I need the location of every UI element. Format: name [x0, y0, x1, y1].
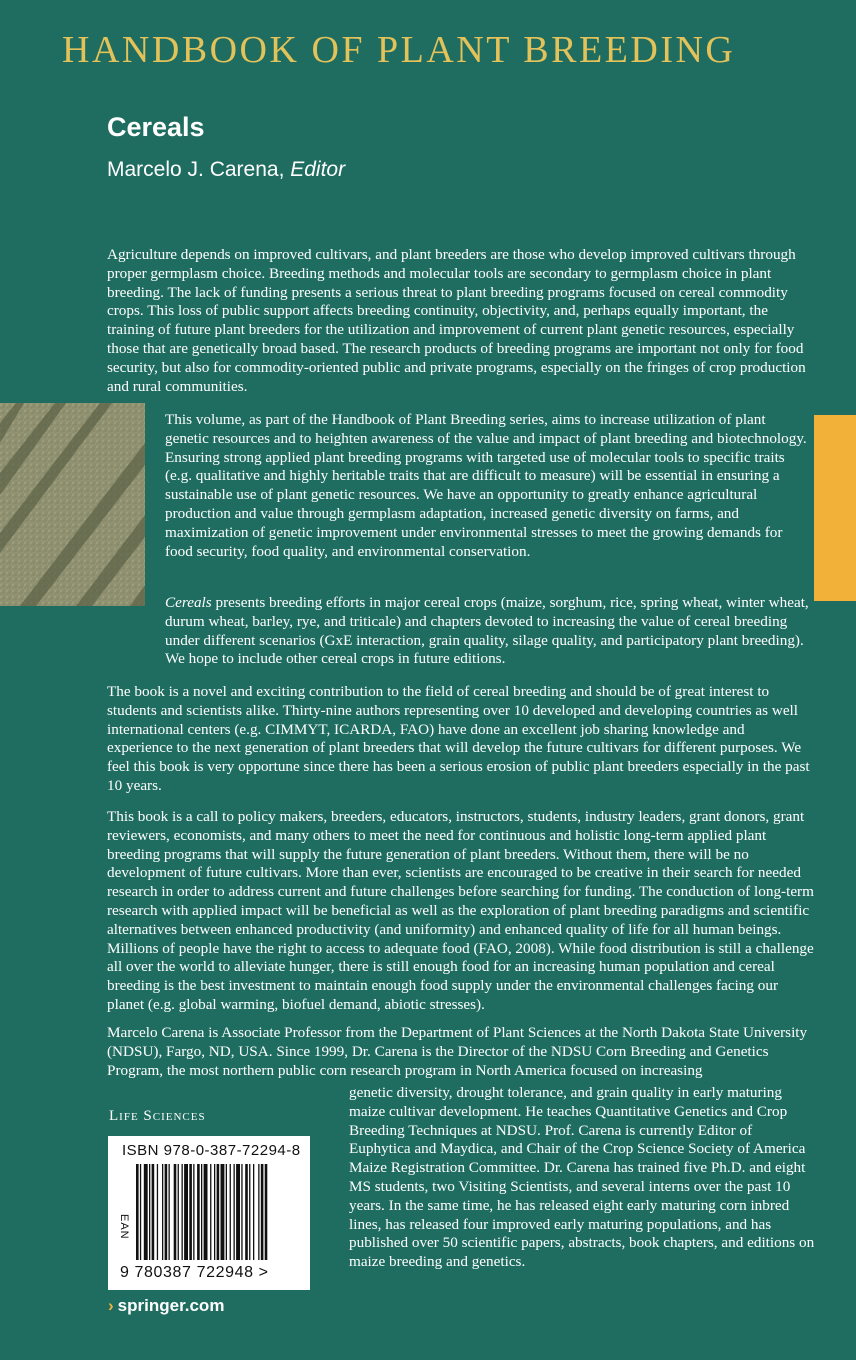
- cereals-italic: Cereals: [165, 594, 212, 611]
- contribution-paragraph: The book is a novel and exciting contribution to the field of cereal breeding and should be of great interest to students and scientists alike. Thirty-nine authors representing over 10 developed and developing countries as well international centers (e.g. CIMMYT, ICARDA, FAO) have done an excellent job sharing knowledge and experience to the next generation of plant breeders that will develop the future cultivars for different purposes. We feel this book is very opportune since there has been a serious erosion of public plant breeders especially in the past 10 years.: [107, 683, 810, 794]
- barcode-box: [108, 1136, 310, 1290]
- cereals-rest: presents breeding efforts in major cereal crops (maize, sorghum, rice, spring wheat, winter wheat, durum wheat, barley, rye, and triticale) and chapters devoted to increasing the value of cereal breeding under different scenarios (GxE interaction, grain quality, silage quality, and participatory plant breeding). We hope to include other cereal crops in future editions.: [165, 594, 809, 668]
- editor-line: [107, 158, 345, 182]
- series-title: HANDBOOK OF PLANT BREEDING: [62, 29, 736, 71]
- author-bio-end: genetic diversity, drought tolerance, and grain quality in early maturing maize cultivar development. He teaches Quantitative Genetics and Crop Breeding Techniques at NDSU. Prof. Carena is currently Editor of Euphytica and Maydica, and Chair of the Crop Science Society of America Maize Registration Committee. Dr. Carena has trained five Ph.D. and eight MS students, two Visiting Scientists, and several interns over the past 10 years. In the same time, he has released eight early maturing corn inbred lines, has released four improved early maturing populations, and has published over 50 scientific papers, abstracts, book chapters, and editions on maize breeding and genetics.: [349, 1084, 815, 1271]
- accent-tab: [814, 415, 856, 601]
- isbn-number: ISBN 978-0-387-72294-8: [122, 1142, 301, 1159]
- editor-name: Marcelo J. Carena,: [107, 158, 285, 181]
- chevron-right-icon: ›: [108, 1296, 114, 1315]
- cereals-paragraph: [165, 594, 813, 669]
- editor-role: Editor: [290, 158, 346, 181]
- call-paragraph: This book is a call to policy makers, breeders, educators, instructors, students, industry leaders, grant donors, grant reviewers, economists, and many others to meet the need for continuous and holistic long-term applied plant breeding programs that will supply the future generation of plant breeders. Without them, there will be no development of future cultivars. More than ever, scientists are encouraged to be creative in their search for needed research in order to address current and future challenges before searching for funding. The conduction of long-term research with applied impact will be beneficial as well as the exploration of plant breeding paradigms and scientific alternatives between enhanced productivity (and uniformity) and enhanced quality of life for all human beings. Millions of people have the right to access to adequate food (FAO, 2008). While food distribution is still a challenge all over the world to alleviate hunger, there is still enough food for an increasing human population and cereal breeding is the best investment to maintain enough food supply under the environmental challenges facing our planet (e.g. global warming, biofuel demand, abiotic stresses).: [107, 808, 814, 1013]
- intro-paragraph: Agriculture depends on improved cultivars, and plant breeders are those who develop improved cultivars through proper germplasm choice. Breeding methods and molecular tools are secondary to germplasm choice in plant breeding. The lack of funding presents a serious threat to plant breeding programs focused on cereal commodity crops. This loss of public support affects breeding continuity, objectivity, and, perhaps equally important, the training of future plant breeders for the utilization and improvement of current plant genetic resources, especially those that are genetically broad based. The research products of breeding programs are important not only for food security, but also for commodity-oriented public and private programs, especially on the fringes of crop production and rural communities.: [107, 246, 806, 395]
- barcode-digits: 9 780387 722948 >: [120, 1264, 269, 1281]
- volume-paragraph: This volume, as part of the Handbook of Plant Breeding series, aims to increase utilization of plant genetic resources and to heighten awareness of the value and impact of plant breeding and biotechnology. Ensuring strong applied plant breeding programs with targeted use of molecular tools to specific traits (e.g. qualitative and highly heritable traits that are difficult to measure) will be essential in ensuring a sustainable use of plant genetic resources. We have an opportunity to greatly enhance agricultural production and value through germplasm adaptation, increased genetic diversity on farms, and maximization of genetic improvement under environmental stresses to meet the growing demands for food security, food quality, and environmental conservation.: [165, 411, 807, 560]
- field-photo: [0, 403, 145, 606]
- category-label: Life Sciences: [109, 1108, 206, 1124]
- author-bio-start: Marcelo Carena is Associate Professor from the Department of Plant Sciences at the North Dakota State University (NDSU), Fargo, ND, USA. Since 1999, Dr. Carena is the Director of the NDSU Corn Breeding and Genetics Program, the most northern public corn research program in North America focused on increasing: [107, 1024, 808, 1079]
- book-subject: Cereals: [107, 112, 205, 142]
- publisher-url: springer.com: [117, 1296, 225, 1315]
- barcode-icon: [136, 1164, 306, 1264]
- ean-label: EAN: [118, 1214, 130, 1240]
- publisher-link[interactable]: [108, 1296, 224, 1316]
